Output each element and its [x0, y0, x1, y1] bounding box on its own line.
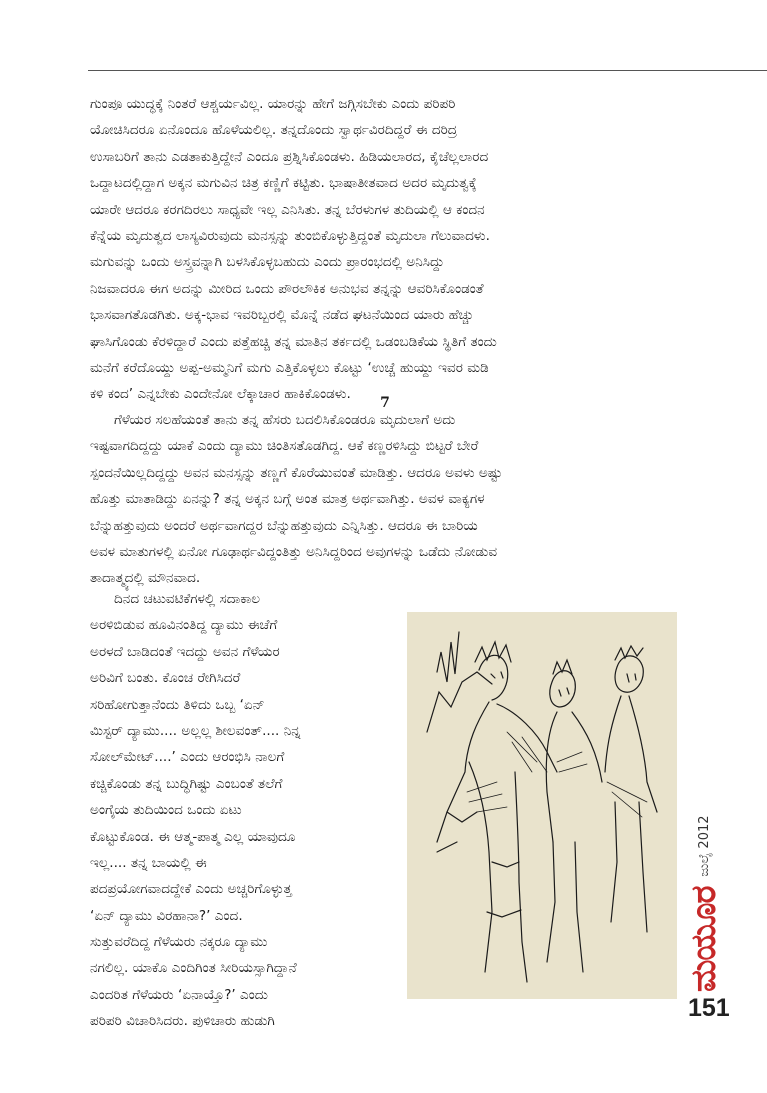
text-line: ಕಚ್ಚಿಕೊಂಡು ತನ್ನ ಬುದ್ಧಿಗಿಷ್ಟು ಎಂಬಂತೆ ತಲೆಗೆ: [90, 775, 283, 792]
text-line: ನಿಜವಾದರೂ ಈಗ ಅದನ್ನು ಮೀರಿದ ಒಂದು ಪೌರಲೌಕಿಕ ಅನುಭವ ತನ್ನನ್ನು ಆವರಿಸಿಕೊಂಡಂತೆ: [90, 280, 484, 297]
masthead-year: 2012: [696, 815, 712, 849]
text-line: ಮಗುವನ್ನು ಒಂದು ಅಸ್ತ್ರವನ್ನಾಗಿ ಬಳಸಿಕೊಳ್ಳಬಹುದು ಎಂದು ಪ್ರಾರಂಭದಲ್ಲಿ ಅನಿಸಿದ್ದು: [90, 254, 445, 271]
text-line: ಭಾಸವಾಗತೊಡಗಿತು. ಅಕ್ಕ-ಭಾವ ಇವರಿಬ್ಬರಲ್ಲಿ ಮೊನ್ನೆ ನಡೆದ ಘಟನೆಯಿಂದ ಯಾರು ಹೆಚ್ಚು: [90, 307, 474, 324]
text-line: ಕಳಿ ಕಂದ’ ಎನ್ನಬೇಕು ಎಂದೇನೋ ಲೆಕ್ಕಾಚಾರ ಹಾಕಿಕೊಂಡಳು.: [90, 386, 351, 403]
sketch-illustration: [407, 612, 677, 999]
section-number: 7: [380, 395, 390, 411]
text-line: ಪರಿಪರಿ ವಿಚಾರಿಸಿದರು. ಪುಳಿಚಾರು ಹುಡುಗಿ: [90, 1013, 275, 1030]
masthead-title: ಮಯೂರ: [684, 886, 724, 992]
text-line: ತಾದಾತ್ಮ್ಯದಲ್ಲಿ ಮೌನವಾದ.: [90, 570, 201, 587]
text-line: ಮನೆಗೆ ಕರೆದೊಯ್ದು ಅಪ್ಪ-ಅಮ್ಮನಿಗೆ ಮಗು ಎತ್ತಿಕೊಳ್ಳಲು ಕೊಟ್ಟು ‘ಉಚ್ಚೆ ಹುಯ್ದು ಇವರ ಮಡಿ: [90, 359, 489, 376]
paragraph-2: [90, 407, 680, 592]
masthead-month: ಜುಲೈ: [696, 852, 712, 877]
text-line: ಅರಳದೆ ಬಾಡಿದಂತೆ ಇದದ್ದು ಅವನ ಗೆಳೆಯರ: [90, 643, 280, 660]
text-line: ಗುಂಪೂ ಯುದ್ಧಕ್ಕೆ ನಿಂತರೆ ಆಶ್ಚರ್ಯವಿಲ್ಲ. ಯಾರನ್ನು ಹೇಗೆ ಜಗ್ಗಿಸಬೇಕು ಎಂದು ಪರಿಪರಿ: [90, 96, 456, 112]
text-line: ಇಲ್ಲ.... ತನ್ನ ಬಾಯಲ್ಲಿ ಈ: [90, 854, 207, 871]
text-line: ಕೆನ್ನೆಯ ಮೃದುತ್ವದ ಲಾಸ್ಯವಿರುವುದು ಮನಸ್ಸನ್ನು ತುಂಬಿಕೊಳ್ಳುತ್ತಿದ್ದಂತೆ ಮೃದುಲಾ ಗೆಲುವಾದಳು.: [90, 227, 490, 244]
text-line: ಉಸಾಬರಿಗೆ ತಾನು ಎಡತಾಕುತ್ತಿದ್ದೇನೆ ಎಂದೂ ಪ್ರಶ್ನಿಸಿಕೊಂಡಳು. ಹಿಡಿಯಲಾರದ, ಕೈಚೆಲ್ಲಲಾರದ: [90, 148, 489, 165]
text-line: ಅವಳ ಮಾತುಗಳಲ್ಲಿ ಏನೋ ಗೂಢಾರ್ಥವಿದ್ದಂತಿತ್ತು ಅನಿಸಿದ್ದರಿಂದ ಅವುಗಳನ್ನು ಒಡೆದು ನೋಡುವ: [90, 543, 498, 560]
text-line: ಹೊತ್ತು ಮಾತಾಡಿದ್ದು ಏನನ್ನು? ತನ್ನ ಅಕ್ಕನ ಬಗ್ಗೆ ಅಂತ ಮಾತ್ರ ಅರ್ಥವಾಗಿತ್ತು. ಅವಳ ವಾಕ್ಯಗಳ: [90, 491, 485, 508]
text-line: ಅಂಗೈಯ ತುದಿಯಿಂದ ಒಂದು ಏಟು: [90, 802, 242, 819]
text-line: ಅರಳಿಬಿಡುವ ಹೂವಿನಂತಿದ್ದ ದ್ಯಾಮು ಈಚೆಗೆ: [90, 617, 278, 634]
text-line: ಕೊಟ್ಟುಕೊಂಡ. ಈ ಆತ್ಮ-ಪಾತ್ಮ ಎಲ್ಲ ಯಾವುದೂ: [90, 828, 296, 845]
text-line: ಸ್ಪಂದನೆಯಿಲ್ಲದಿದ್ದದ್ದು ಅವನ ಮನಸ್ಸನ್ನು ತಣ್ಣಗೆ ಕೊರೆಯುವಂತೆ ಮಾಡಿತ್ತು. ಆದರೂ ಅವಳು ಅಷ್ಟು: [90, 464, 503, 481]
header-rule: [88, 70, 767, 71]
text-line: ಘಾಸಿಗೊಂಡು ಕೆರಳಿದ್ದಾರೆ ಎಂದು ಪತ್ತೆಹಚ್ಚಿ ತನ್ನ ಮಾತಿನ ತರ್ಕದಲ್ಲಿ ಒಡಂಬಡಿಕೆಯ ಸ್ಥಿತಿಗೆ ತಂದು: [90, 333, 497, 350]
text-line: ಪದಪ್ರಯೋಗವಾದದ್ದೇಕೆ ಎಂದು ಅಚ್ಚರಿಗೊಳ್ಳುತ್ತ: [90, 881, 292, 898]
text-line: ಸುತ್ತುವರೆದಿದ್ದ ಗೆಳೆಯರು ನಕ್ಕರೂ ದ್ಯಾಮು: [90, 934, 268, 951]
text-line: ಬೆನ್ನುಹತ್ತುವುದು ಅಂದರೆ ಅರ್ಥವಾಗದ್ದರ ಬೆನ್ನುಹತ್ತುವುದು ಎನ್ನಿಸಿತ್ತು. ಆದರೂ ಈ ಬಾರಿಯ: [90, 517, 478, 534]
paragraph-1: [90, 91, 680, 408]
text-line: ಸೋಲ್‌ಮೇಟ್....’ ಎಂದು ಆರಂಭಿಸಿ ನಾಲಗೆ: [90, 749, 285, 766]
text-line: ‘ಏನ್ ದ್ಯಾಮು ವಿರಹಾನಾ?’ ಎಂದ.: [90, 907, 243, 924]
text-line: ಅರಿವಿಗೆ ಬಂತು. ಕೊಂಚ ರೇಗಿಸಿದರೆ: [90, 670, 241, 687]
page-number: 151: [688, 994, 730, 1022]
text-line: ಒದ್ದಾಟದಲ್ಲಿದ್ದಾಗ ಅಕ್ಕನ ಮಗುವಿನ ಚಿತ್ರ ಕಣ್ಣಿಗೆ ಕಟ್ಟಿತು. ಭಾಷಾತೀತವಾದ ಅದರ ಮೃದುತ್ವಕ್ಕೆ: [90, 175, 477, 192]
three-figures-sketch: [407, 612, 677, 999]
magazine-masthead: [684, 810, 724, 992]
text-line: ಯಾರೇ ಆದರೂ ಕರಗದಿರಲು ಸಾಧ್ಯವೇ ಇಲ್ಲ ಎನಿಸಿತು. ತನ್ನ ಬೆರಳುಗಳ ತುದಿಯಲ್ಲಿ ಆ ಕಂದನ: [90, 201, 485, 218]
text-line: ನಗಲಿಲ್ಲ. ಯಾಕೊ ಎಂದಿಗಿಂತ ಸೀರಿಯಸ್ಸಾಗಿದ್ದಾನೆ: [90, 960, 297, 977]
text-line: ದಿನದ ಚಟುವಟಿಕೆಗಳಲ್ಲಿ ಸದಾಕಾಲ: [114, 591, 261, 607]
text-line: ಮಿಸ್ಟರ್ ದ್ಯಾಮು.... ಅಲ್ಲಲ್ಲ ಶೀಲವಂತ್.... ನಿನ್ನ: [90, 722, 301, 739]
text-line: ಯೋಚಿಸಿದರೂ ಏನೊಂದೂ ಹೊಳೆಯಲಿಲ್ಲ. ತನ್ನದೊಂದು ಸ್ವಾರ್ಥವಿರದಿದ್ದರೆ ಈ ದರಿದ್ರ: [90, 122, 458, 139]
text-line: ಗೆಳೆಯರ ಸಲಹೆಯಂತೆ ತಾನು ತನ್ನ ಹೆಸರು ಬದಲಿಸಿಕೊಂಡರೂ ಮೃದುಲಾಗೆ ಅದು: [114, 412, 456, 428]
text-line: ಇಷ್ಟವಾಗದಿದ್ದದ್ದು ಯಾಕೆ ಎಂದು ದ್ಯಾಮು ಚಿಂತಿಸತೊಡಗಿದ್ದ. ಆಕೆ ಕಣ್ಣರಳಿಸಿದ್ದು ಬಿಟ್ಟರೆ ಬೇರೆ: [90, 438, 479, 455]
text-line: ಸರಿಹೋಗುತ್ತಾನೆಂದು ತಿಳಿದು ಒಬ್ಬ ‘ಏನ್: [90, 696, 265, 713]
text-line: ಎಂದರಿತ ಗೆಳೆಯರು ‘ಏನಾಯ್ತೊ?’ ಎಂದು: [90, 986, 268, 1003]
